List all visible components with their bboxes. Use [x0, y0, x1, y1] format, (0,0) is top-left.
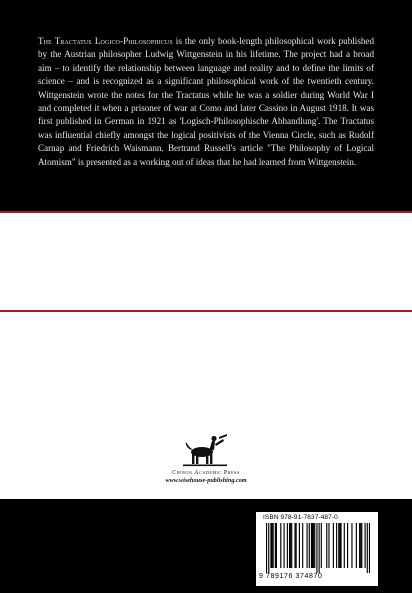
isbn-label: ISBN 978-91-7637-487-0 — [263, 514, 338, 521]
barcode-bar — [287, 523, 288, 568]
barcode-bar — [271, 523, 272, 568]
barcode-bar — [351, 523, 352, 568]
barcode-bar — [280, 523, 281, 568]
barcode-bar — [360, 523, 361, 568]
isbn-barcode — [256, 512, 378, 586]
white-band — [0, 213, 412, 310]
barcode-bar — [296, 523, 297, 568]
barcode-bar — [361, 523, 362, 568]
barcode-bar — [312, 523, 313, 568]
barcode-bar — [273, 523, 274, 568]
barcode-bar — [311, 523, 312, 568]
barcode-bar — [270, 523, 271, 568]
barcode-bar — [314, 523, 315, 568]
barcode-bar — [333, 523, 334, 568]
barcode-bar — [336, 523, 337, 568]
barcode-bar — [302, 523, 303, 568]
barcode-bar — [307, 523, 308, 568]
barcode-bars — [266, 523, 370, 573]
barcode-bar — [344, 523, 345, 568]
publisher-url[interactable]: www.wisehouse-publishing.com — [165, 477, 247, 484]
barcode-bar — [359, 523, 360, 568]
barcode-bar — [339, 523, 340, 568]
barcode-bar — [294, 523, 295, 568]
barcode-bar — [275, 523, 276, 568]
barcode-bar — [284, 523, 285, 568]
barcode-bar — [290, 523, 291, 568]
publisher-name: Chiron Academic Press — [172, 470, 240, 476]
barcode-bar — [369, 523, 370, 573]
barcode-bar — [268, 523, 269, 573]
barcode-bar — [316, 523, 317, 573]
barcode-bar — [347, 523, 348, 568]
barcode-bar — [299, 523, 300, 568]
centaur-logo-icon — [0, 434, 412, 468]
barcode-bar — [266, 523, 267, 573]
barcode-bar — [356, 523, 357, 568]
barcode-bar — [289, 523, 290, 568]
book-title: The Tractatus Logico-Philosophicus — [38, 36, 173, 46]
barcode-bar — [313, 523, 314, 568]
blurb-text: is the only book-length philosophical work published by the Austrian philosopher Ludwig Wittgenstein in his lifetime. The project had a broad aim – to identify the relationship between language and reality and to define the limits of science – and is recognized as a significant philosophical work of the twentieth century. Wittgenstein wrote the notes for the Tractatus while he was a soldier during World War I and completed it when a prisoner of war at Como and later Cassino in August 1918. It was first published in German in 1921 as 'Logisch-Philosophische Abhandlung'. The Tractatus was influential chiefly amongst the logical positivists of the Vienna Circle, such as Rudolf Carnap and Friedrich Waismann. Bertrand Russell's article "The Philosophy of Logical Atomism" is presented as a working out of ideas that he had learned from Wittgenstein. — [38, 36, 374, 167]
barcode-bar — [367, 523, 368, 573]
barcode-digits: 9 789176 374870 — [259, 573, 323, 580]
barcode-bar — [276, 523, 277, 568]
barcode-bar — [328, 523, 329, 568]
barcode-bar — [319, 523, 320, 573]
barcode-bar — [321, 523, 322, 568]
publisher-block — [0, 434, 412, 484]
barcode-bar — [309, 523, 310, 568]
barcode-bar — [291, 523, 292, 568]
barcode-bar — [338, 523, 339, 568]
barcode-bar — [326, 523, 327, 568]
barcode-bar — [340, 523, 341, 568]
barcode-bar — [365, 523, 366, 568]
back-cover-blurb — [38, 35, 374, 169]
